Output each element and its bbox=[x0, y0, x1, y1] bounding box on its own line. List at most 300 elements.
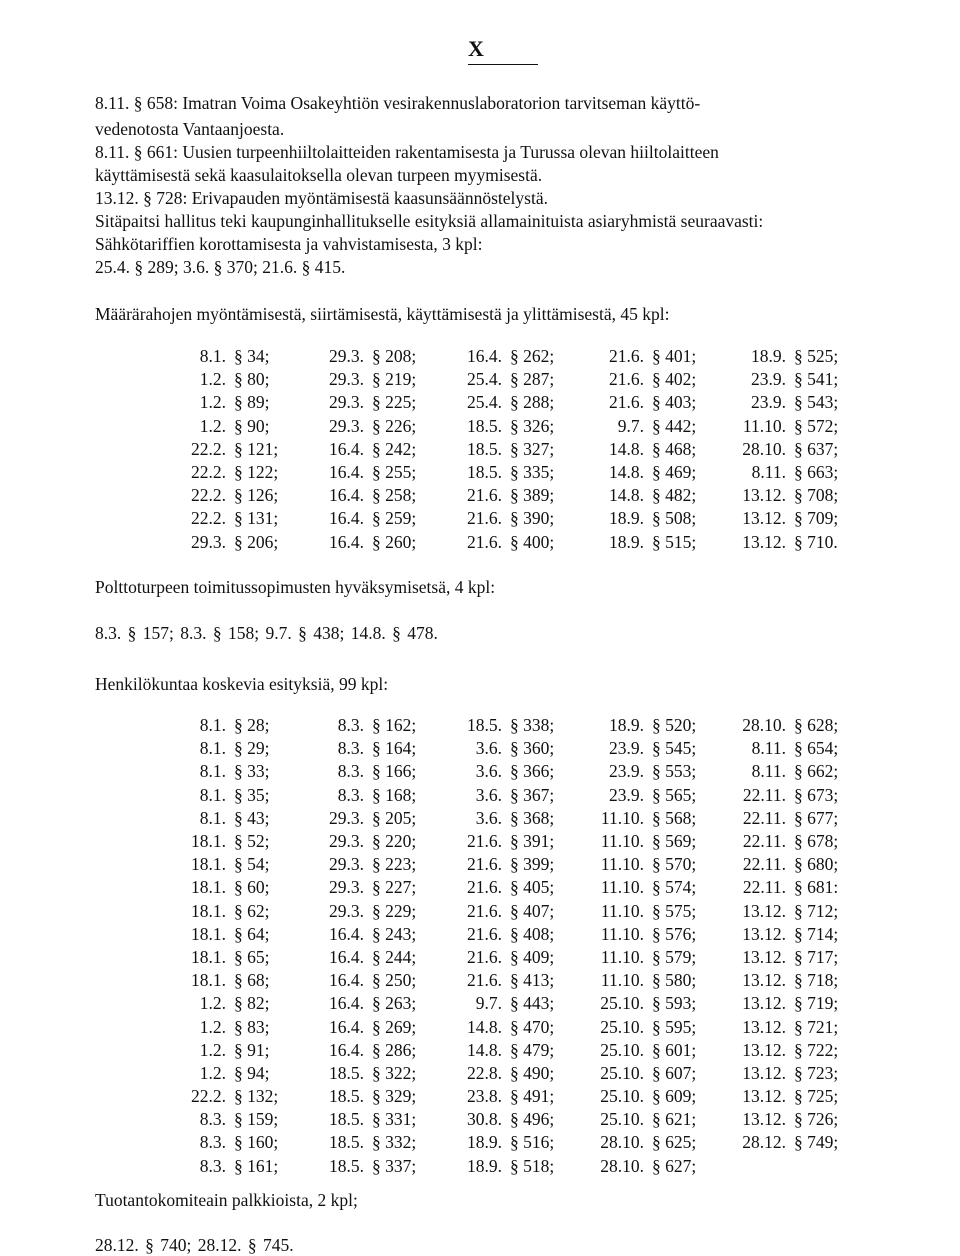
entry-section: § 243; bbox=[372, 923, 417, 944]
entry-date: 18.5. bbox=[467, 462, 502, 483]
entry-section: § 391; bbox=[510, 831, 555, 852]
entry-section: § 255; bbox=[372, 462, 417, 483]
entry-section: § 677; bbox=[794, 807, 839, 828]
entry-date: 8.11. bbox=[751, 462, 786, 483]
entry-section: § 681: bbox=[794, 877, 839, 898]
entry-date: 18.5. bbox=[329, 1062, 364, 1083]
entry-section: § 227; bbox=[372, 877, 417, 898]
entry-date: 1.2. bbox=[199, 415, 226, 436]
entry-section: § 226; bbox=[372, 415, 417, 436]
table-row bbox=[178, 1039, 866, 1062]
polttoturve-heading: Polttoturpeen toimitussopimusten hyväksymisetsä, 4 kpl: bbox=[95, 577, 496, 597]
entry-date: 16.4. bbox=[329, 993, 364, 1014]
entry-date: 8.1. bbox=[199, 807, 226, 828]
table-row bbox=[178, 737, 866, 760]
entry-date: 16.4. bbox=[329, 946, 364, 967]
entry-date: 22.11. bbox=[742, 807, 786, 828]
table-row bbox=[178, 969, 866, 992]
entry-date: 13.12. bbox=[742, 485, 786, 506]
entry-section: § 717; bbox=[794, 946, 839, 967]
entry-date: 18.9. bbox=[609, 508, 644, 529]
entry-section: § 83; bbox=[234, 1016, 270, 1037]
henkilokunta-heading: Henkilökuntaa koskevia esityksiä, 99 kpl: bbox=[95, 674, 389, 694]
entry-date: 8.3. bbox=[337, 761, 364, 782]
entry-section: § 166; bbox=[372, 761, 417, 782]
entry-date: 25.10. bbox=[600, 1062, 644, 1083]
entry-section: § 553; bbox=[652, 761, 697, 782]
entry-section: § 260; bbox=[372, 531, 417, 552]
entry-date: 14.8. bbox=[467, 1039, 502, 1060]
entry-section: § 82; bbox=[234, 993, 270, 1014]
entry-section: § 338; bbox=[510, 715, 555, 736]
entry-date: 21.6. bbox=[467, 831, 502, 852]
entry-section: § 708; bbox=[794, 485, 839, 506]
entry-date: 21.6. bbox=[467, 946, 502, 967]
entry-date: 25.4. bbox=[467, 392, 502, 413]
entry-date: 8.1. bbox=[199, 715, 226, 736]
table-row bbox=[178, 830, 866, 853]
entry-date: 25.10. bbox=[600, 1109, 644, 1130]
entry-section: § 90; bbox=[234, 415, 270, 436]
table-row bbox=[178, 853, 866, 876]
entry-section: § 64; bbox=[234, 923, 270, 944]
entry-date: 8.11. bbox=[751, 761, 786, 782]
entry-date: 28.10. bbox=[742, 438, 786, 459]
entry-date: 14.8. bbox=[467, 1016, 502, 1037]
entry-section: § 575; bbox=[652, 900, 697, 921]
entry-date: 18.9. bbox=[467, 1155, 502, 1176]
entry-date: 25.4. bbox=[467, 369, 502, 390]
page-number: X bbox=[468, 36, 538, 65]
intro-line-8: 25.4. § 289; 3.6. § 370; 21.6. § 415. bbox=[95, 257, 346, 277]
table-row bbox=[178, 415, 866, 438]
entry-section: § 576; bbox=[652, 923, 697, 944]
entry-section: § 516; bbox=[510, 1132, 555, 1153]
entry-date: 16.4. bbox=[329, 1016, 364, 1037]
entry-section: § 595; bbox=[652, 1016, 697, 1037]
entry-section: § 164; bbox=[372, 738, 417, 759]
entry-section: § 229; bbox=[372, 900, 417, 921]
entry-section: § 390; bbox=[510, 508, 555, 529]
entry-section: § 244; bbox=[372, 946, 417, 967]
entry-section: § 121; bbox=[234, 438, 279, 459]
table-row bbox=[178, 946, 866, 969]
entry-date: 21.6. bbox=[467, 854, 502, 875]
entry-date: 13.12. bbox=[742, 970, 786, 991]
table-row bbox=[178, 760, 866, 783]
entry-date: 21.6. bbox=[467, 970, 502, 991]
entry-date: 13.12. bbox=[742, 1086, 786, 1107]
entry-date: 21.6. bbox=[467, 485, 502, 506]
entry-section: § 442; bbox=[652, 415, 697, 436]
entry-date: 21.6. bbox=[467, 923, 502, 944]
entry-date: 29.3. bbox=[329, 877, 364, 898]
entry-date: 23.9. bbox=[751, 369, 786, 390]
table-row bbox=[178, 1108, 866, 1131]
entry-section: § 709; bbox=[794, 508, 839, 529]
entry-section: § 399; bbox=[510, 854, 555, 875]
entry-date: 11.10. bbox=[600, 877, 644, 898]
entry-section: § 60; bbox=[234, 877, 270, 898]
entry-date: 13.12. bbox=[742, 993, 786, 1014]
table-row bbox=[178, 1015, 866, 1038]
entry-date: 8.3. bbox=[337, 784, 364, 805]
entry-date: 23.9. bbox=[609, 784, 644, 805]
entry-section bbox=[794, 1155, 866, 1178]
entry-date: 25.10. bbox=[600, 1016, 644, 1037]
entry-section: § 263; bbox=[372, 993, 417, 1014]
table-row bbox=[178, 1155, 866, 1178]
entry-date: 1.2. bbox=[199, 993, 226, 1014]
entry-section: § 259; bbox=[372, 508, 417, 529]
entry-section: § 569; bbox=[652, 831, 697, 852]
maararahat-heading: Määrärahojen myöntämisestä, siirtämisestä, käyttämisestä ja ylittämisestä, 45 kpl: bbox=[95, 304, 670, 324]
table-row bbox=[178, 1131, 866, 1154]
entry-section: § 332; bbox=[372, 1132, 417, 1153]
entry-section: § 250; bbox=[372, 970, 417, 991]
entry-date: 30.8. bbox=[467, 1109, 502, 1130]
entry-section: § 168; bbox=[372, 784, 417, 805]
table-row bbox=[178, 507, 866, 530]
table-row bbox=[178, 992, 866, 1015]
entry-section: § 91; bbox=[234, 1039, 270, 1060]
entry-section: § 609; bbox=[652, 1086, 697, 1107]
entry-date: 16.4. bbox=[329, 508, 364, 529]
entry-section: § 468; bbox=[652, 438, 697, 459]
entry-section: § 625; bbox=[652, 1132, 697, 1153]
entry-date: 18.5. bbox=[329, 1109, 364, 1130]
entry-date: 22.11. bbox=[742, 831, 786, 852]
entry-date: 29.3. bbox=[329, 900, 364, 921]
entry-date: 9.7. bbox=[617, 415, 644, 436]
entry-date: 29.3. bbox=[191, 531, 226, 552]
entry-section: § 469; bbox=[652, 462, 697, 483]
entry-section: § 678; bbox=[794, 831, 839, 852]
entry-section: § 160; bbox=[234, 1132, 279, 1153]
entry-section: § 28; bbox=[234, 715, 270, 736]
entry-section: § 574; bbox=[652, 877, 697, 898]
entry-section: § 680; bbox=[794, 854, 839, 875]
entry-section: § 443; bbox=[510, 993, 555, 1014]
table-row bbox=[178, 391, 866, 414]
entry-section: § 663; bbox=[794, 462, 839, 483]
entry-section: § 327; bbox=[510, 438, 555, 459]
entry-section: § 722; bbox=[794, 1039, 839, 1060]
entry-date: 11.10. bbox=[600, 900, 644, 921]
entry-date: 21.6. bbox=[467, 531, 502, 552]
entry-date: 22.2. bbox=[191, 1086, 226, 1107]
entry-section: § 413; bbox=[510, 970, 555, 991]
entry-date: 21.6. bbox=[467, 508, 502, 529]
entry-date: 14.8. bbox=[609, 485, 644, 506]
entry-date: 13.12. bbox=[742, 531, 786, 552]
entry-section: § 470; bbox=[510, 1016, 555, 1037]
table-row bbox=[178, 876, 866, 899]
intro-line-4: käyttämisestä sekä kaasulaitoksella olevan turpeen myymisestä. bbox=[95, 165, 543, 185]
entry-date: 28.12. bbox=[742, 1132, 786, 1153]
entry-section: § 52; bbox=[234, 831, 270, 852]
entry-section: § 242; bbox=[372, 438, 417, 459]
entry-date: 8.3. bbox=[199, 1132, 226, 1153]
entry-date: 29.3. bbox=[329, 369, 364, 390]
palkkiot-heading: Tuotantokomiteain palkkioista, 2 kpl; bbox=[95, 1190, 358, 1210]
table-row bbox=[178, 484, 866, 507]
table-row bbox=[178, 438, 866, 461]
entry-date: 3.6. bbox=[475, 761, 502, 782]
entry-date: 13.12. bbox=[742, 946, 786, 967]
entry-section: § 673; bbox=[794, 784, 839, 805]
entry-section: § 601; bbox=[652, 1039, 697, 1060]
intro-line-1: 8.11. § 658: Imatran Voima Osakeyhtiön vesirakennuslaboratorion tarvitseman käyttö- bbox=[95, 93, 701, 113]
entry-section: § 520; bbox=[652, 715, 697, 736]
entry-date: 21.6. bbox=[609, 346, 644, 367]
entry-section: § 407; bbox=[510, 900, 555, 921]
table-row bbox=[178, 923, 866, 946]
entry-date: 22.2. bbox=[191, 508, 226, 529]
entry-section: § 710. bbox=[794, 531, 838, 552]
entry-section: § 508; bbox=[652, 508, 697, 529]
entry-section: § 367; bbox=[510, 784, 555, 805]
table-row bbox=[178, 345, 866, 368]
entry-section: § 723; bbox=[794, 1062, 839, 1083]
entry-section: § 132; bbox=[234, 1086, 279, 1107]
entry-section: § 80; bbox=[234, 369, 270, 390]
entry-section: § 637; bbox=[794, 438, 839, 459]
entry-date: 25.10. bbox=[600, 1039, 644, 1060]
entry-section: § 714; bbox=[794, 923, 839, 944]
entry-date: 22.11. bbox=[742, 854, 786, 875]
entry-date: 22.8. bbox=[467, 1062, 502, 1083]
entry-date: 14.8. bbox=[609, 462, 644, 483]
entry-date: 18.5. bbox=[467, 415, 502, 436]
intro-line-3: 8.11. § 661: Uusien turpeenhiiltolaitteiden rakentamisesta ja Turussa olevan hiiltolaitteen bbox=[95, 142, 719, 162]
palkkiot-items: 28.12. § 740; 28.12. § 745. bbox=[95, 1235, 294, 1255]
entry-section: § 572; bbox=[794, 415, 839, 436]
entry-date: 29.3. bbox=[329, 346, 364, 367]
entry-section: § 360; bbox=[510, 738, 555, 759]
entry-date: 22.11. bbox=[742, 877, 786, 898]
entry-section: § 607; bbox=[652, 1062, 697, 1083]
entry-date: 16.4. bbox=[329, 438, 364, 459]
entry-date: 22.2. bbox=[191, 438, 226, 459]
entry-section: § 287; bbox=[510, 369, 555, 390]
entry-date: 29.3. bbox=[329, 392, 364, 413]
entry-date: 16.4. bbox=[329, 1039, 364, 1060]
entry-section: § 580; bbox=[652, 970, 697, 991]
entry-date: 13.12. bbox=[742, 1016, 786, 1037]
intro-line-7: Sähkötariffien korottamisesta ja vahvistamisesta, 3 kpl: bbox=[95, 234, 483, 254]
entry-date: 28.10. bbox=[600, 1155, 644, 1176]
entry-section: § 628; bbox=[794, 715, 839, 736]
entry-date: 11.10. bbox=[742, 415, 786, 436]
entry-date: 16.4. bbox=[329, 923, 364, 944]
entry-section: § 490; bbox=[510, 1062, 555, 1083]
maararahat-table bbox=[178, 345, 866, 554]
entry-section: § 205; bbox=[372, 807, 417, 828]
entry-date: 18.1. bbox=[191, 923, 226, 944]
entry-section: § 68; bbox=[234, 970, 270, 991]
entry-section: § 329; bbox=[372, 1086, 417, 1107]
entry-section: § 286; bbox=[372, 1039, 417, 1060]
entry-date: 29.3. bbox=[329, 807, 364, 828]
entry-date: 21.6. bbox=[467, 900, 502, 921]
entry-date: 1.2. bbox=[199, 392, 226, 413]
entry-section: § 726; bbox=[794, 1109, 839, 1130]
entry-date: 8.1. bbox=[199, 346, 226, 367]
entry-section: § 545; bbox=[652, 738, 697, 759]
entry-section: § 225; bbox=[372, 392, 417, 413]
entry-section: § 725; bbox=[794, 1086, 839, 1107]
table-row bbox=[178, 784, 866, 807]
entry-section: § 408; bbox=[510, 923, 555, 944]
table-row bbox=[178, 461, 866, 484]
entry-section: § 33; bbox=[234, 761, 270, 782]
entry-section: § 322; bbox=[372, 1062, 417, 1083]
entry-section: § 515; bbox=[652, 531, 697, 552]
entry-date: 8.11. bbox=[751, 738, 786, 759]
entry-date: 16.4. bbox=[329, 970, 364, 991]
entry-date: 18.5. bbox=[329, 1155, 364, 1176]
entry-section: § 258; bbox=[372, 485, 417, 506]
intro-line-5: 13.12. § 728: Erivapauden myöntämisestä kaasunsäännöstelystä. bbox=[95, 188, 548, 208]
entry-section: § 627; bbox=[652, 1155, 697, 1176]
entry-date: 18.9. bbox=[467, 1132, 502, 1153]
entry-date: 18.1. bbox=[191, 970, 226, 991]
entry-section: § 518; bbox=[510, 1155, 555, 1176]
entry-date: 29.3. bbox=[329, 854, 364, 875]
entry-section: § 402; bbox=[652, 369, 697, 390]
entry-date: 11.10. bbox=[600, 970, 644, 991]
entry-date: 1.2. bbox=[199, 369, 226, 390]
entry-section: § 482; bbox=[652, 485, 697, 506]
entry-date: 3.6. bbox=[475, 738, 502, 759]
entry-section: § 389; bbox=[510, 485, 555, 506]
entry-section: § 479; bbox=[510, 1039, 555, 1060]
entry-date: 25.10. bbox=[600, 993, 644, 1014]
intro-line-6: Sitäpaitsi hallitus teki kaupunginhallitukselle esityksiä allamainituista asiaryhmistä seuraavasti: bbox=[95, 211, 764, 231]
polttoturve-items: 8.3. § 157; 8.3. § 158; 9.7. § 438; 14.8. § 478. bbox=[95, 623, 438, 643]
entry-section: § 400; bbox=[510, 531, 555, 552]
entry-section: § 161; bbox=[234, 1155, 279, 1176]
entry-date: 1.2. bbox=[199, 1016, 226, 1037]
entry-date: 29.3. bbox=[329, 415, 364, 436]
entry-section: § 405; bbox=[510, 877, 555, 898]
entry-section: § 126; bbox=[234, 485, 279, 506]
entry-date: 18.5. bbox=[329, 1086, 364, 1107]
entry-section: § 159; bbox=[234, 1109, 279, 1130]
entry-section: § 541; bbox=[794, 369, 839, 390]
entry-section: § 219; bbox=[372, 369, 417, 390]
entry-section: § 570; bbox=[652, 854, 697, 875]
entry-section: § 326; bbox=[510, 415, 555, 436]
entry-date: 1.2. bbox=[199, 1039, 226, 1060]
entry-date: 13.12. bbox=[742, 1062, 786, 1083]
entry-section: § 288; bbox=[510, 392, 555, 413]
entry-date: 3.6. bbox=[475, 807, 502, 828]
entry-section: § 368; bbox=[510, 807, 555, 828]
entry-date: 16.4. bbox=[329, 485, 364, 506]
entry-date: 9.7. bbox=[475, 993, 502, 1014]
entry-section: § 223; bbox=[372, 854, 417, 875]
entry-section: § 35; bbox=[234, 784, 270, 805]
entry-date: 11.10. bbox=[600, 831, 644, 852]
entry-section: § 337; bbox=[372, 1155, 417, 1176]
entry-date: 14.8. bbox=[609, 438, 644, 459]
entry-date: 13.12. bbox=[742, 900, 786, 921]
entry-date: 8.3. bbox=[337, 738, 364, 759]
entry-date: 29.3. bbox=[329, 831, 364, 852]
entry-date: 18.1. bbox=[191, 877, 226, 898]
entry-date: 23.9. bbox=[609, 738, 644, 759]
entry-date: 18.1. bbox=[191, 854, 226, 875]
entry-section: § 719; bbox=[794, 993, 839, 1014]
entry-date: 8.3. bbox=[199, 1155, 226, 1176]
entry-section: § 366; bbox=[510, 761, 555, 782]
entry-date: 23.9. bbox=[609, 761, 644, 782]
table-row bbox=[178, 531, 866, 554]
entry-section: § 94; bbox=[234, 1062, 270, 1083]
entry-date: 13.12. bbox=[742, 923, 786, 944]
entry-date: 25.10. bbox=[600, 1086, 644, 1107]
entry-date: 18.5. bbox=[329, 1132, 364, 1153]
entry-date: 16.4. bbox=[329, 531, 364, 552]
entry-section: § 335; bbox=[510, 462, 555, 483]
entry-section: § 621; bbox=[652, 1109, 697, 1130]
entry-section: § 206; bbox=[234, 531, 279, 552]
entry-date: 8.3. bbox=[337, 715, 364, 736]
entry-date: 11.10. bbox=[600, 854, 644, 875]
entry-date: 18.5. bbox=[467, 715, 502, 736]
entry-date: 8.1. bbox=[199, 738, 226, 759]
entry-section: § 718; bbox=[794, 970, 839, 991]
entry-section: § 262; bbox=[510, 346, 555, 367]
entry-section: § 721; bbox=[794, 1016, 839, 1037]
entry-section: § 65; bbox=[234, 946, 270, 967]
entry-section: § 43; bbox=[234, 807, 270, 828]
entry-section: § 403; bbox=[652, 392, 697, 413]
entry-date: 18.9. bbox=[751, 346, 786, 367]
entry-date: 11.10. bbox=[600, 946, 644, 967]
entry-date bbox=[724, 1155, 794, 1178]
entry-date: 8.1. bbox=[199, 784, 226, 805]
entry-section: § 491; bbox=[510, 1086, 555, 1107]
entry-date: 8.3. bbox=[199, 1109, 226, 1130]
entry-section: § 331; bbox=[372, 1109, 417, 1130]
entry-section: § 34; bbox=[234, 346, 270, 367]
table-row bbox=[178, 714, 866, 737]
entry-date: 23.9. bbox=[751, 392, 786, 413]
entry-section: § 62; bbox=[234, 900, 270, 921]
entry-section: § 662; bbox=[794, 761, 839, 782]
entry-date: 11.10. bbox=[600, 923, 644, 944]
entry-section: § 122; bbox=[234, 462, 279, 483]
entry-section: § 712; bbox=[794, 900, 839, 921]
entry-section: § 208; bbox=[372, 346, 417, 367]
intro-line-2: vedenotosta Vantaanjoesta. bbox=[95, 119, 285, 139]
entry-date: 28.10. bbox=[742, 715, 786, 736]
henkilokunta-table bbox=[178, 714, 866, 1178]
table-row bbox=[178, 1085, 866, 1108]
entry-section: § 525; bbox=[794, 346, 839, 367]
entry-date: 23.8. bbox=[467, 1086, 502, 1107]
entry-date: 21.6. bbox=[467, 877, 502, 898]
entry-section: § 29; bbox=[234, 738, 270, 759]
entry-date: 21.6. bbox=[609, 369, 644, 390]
entry-date: 16.4. bbox=[329, 462, 364, 483]
entry-section: § 220; bbox=[372, 831, 417, 852]
entry-date: 22.11. bbox=[742, 784, 786, 805]
entry-date: 3.6. bbox=[475, 784, 502, 805]
